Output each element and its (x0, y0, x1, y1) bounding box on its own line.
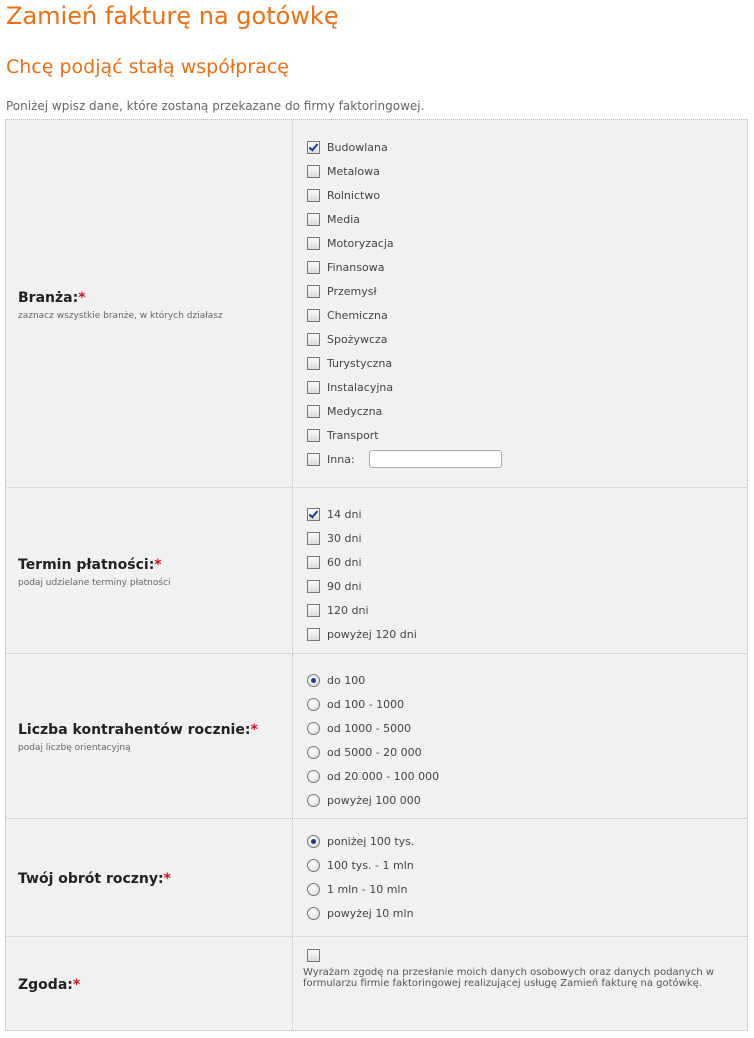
checkbox-60-dni[interactable] (307, 556, 320, 569)
checkbox-14-dni[interactable] (307, 508, 320, 521)
option-120-dni[interactable]: 120 dni (307, 598, 747, 622)
radio-20000-100000[interactable] (307, 770, 320, 783)
radio-powyzej-10-mln[interactable] (307, 907, 320, 920)
option-30-dni[interactable]: 30 dni (307, 526, 747, 550)
option-do-100[interactable]: do 100 (307, 668, 747, 692)
option-przemysl[interactable]: Przemysł (307, 279, 747, 303)
application-form (5, 119, 748, 1031)
checkbox-120-dni[interactable] (307, 604, 320, 617)
option-ponizej-100-tys[interactable]: poniżej 100 tys. (307, 829, 747, 853)
radio-1000-5000[interactable] (307, 722, 320, 735)
checkbox-inna[interactable] (307, 453, 320, 466)
required-mark: * (154, 556, 162, 573)
checkbox-motoryzacja[interactable] (307, 237, 320, 250)
branza-label: Branża:* (18, 289, 86, 306)
label-cell-kontrahenci (6, 654, 293, 818)
field-cell-termin (293, 488, 747, 653)
termin-hint: podaj udzielane terminy płatności (18, 577, 171, 588)
checkbox-powyzej-120-dni[interactable] (307, 628, 320, 641)
page-title: Zamień fakturę na gotówkę (6, 2, 339, 30)
checkbox-metalowa[interactable] (307, 165, 320, 178)
consent-text: Wyrażam zgodę na przesłanie moich danych osobowych oraz danych podanych w formularzu firmie faktoringowej realizującej usługę Zamień fakturę na gotówkę. (303, 967, 715, 989)
option-powyzej-10-mln[interactable]: powyżej 10 mln (307, 901, 747, 925)
zgoda-label: Zgoda:* (18, 977, 81, 993)
option-1000-5000[interactable]: od 1000 - 5000 (307, 716, 747, 740)
branza-hint: zaznacz wszystkie branże, w których działasz (18, 310, 223, 321)
option-chemiczna[interactable]: Chemiczna (307, 303, 747, 327)
label-cell-zgoda (6, 937, 293, 1030)
checkbox-rolnictwo[interactable] (307, 189, 320, 202)
radio-100-1000[interactable] (307, 698, 320, 711)
termin-label: Termin płatności:* (18, 556, 162, 573)
field-cell-branza (293, 120, 747, 487)
radio-powyzej-100000[interactable] (307, 794, 320, 807)
option-finansowa[interactable]: Finansowa (307, 255, 747, 279)
option-100-1000[interactable]: od 100 - 1000 (307, 692, 747, 716)
field-cell-kontrahenci (293, 654, 747, 818)
row-termin (6, 487, 747, 653)
required-mark: * (163, 871, 171, 887)
option-medyczna[interactable]: Medyczna (307, 399, 747, 423)
option-motoryzacja[interactable]: Motoryzacja (307, 231, 747, 255)
obrot-label: Twój obrót roczny:* (18, 871, 171, 887)
required-mark: * (78, 289, 86, 306)
label-cell-branza (6, 120, 293, 487)
radio-ponizej-100-tys[interactable] (307, 835, 320, 848)
option-14-dni[interactable]: 14 dni (307, 502, 747, 526)
row-branza (6, 120, 747, 487)
field-cell-zgoda (293, 937, 747, 1030)
checkbox-transport[interactable] (307, 429, 320, 442)
checkbox-turystyczna[interactable] (307, 357, 320, 370)
checkbox-media[interactable] (307, 213, 320, 226)
page-subtitle: Chcę podjąć stałą współpracę (6, 56, 289, 78)
intro-text: Poniżej wpisz dane, które zostaną przekazane do firmy faktoringowej. (6, 99, 425, 113)
option-instalacyjna[interactable]: Instalacyjna (307, 375, 747, 399)
checkbox-finansowa[interactable] (307, 261, 320, 274)
checkbox-chemiczna[interactable] (307, 309, 320, 322)
option-5000-20000[interactable]: od 5000 - 20 000 (307, 740, 747, 764)
radio-do-100[interactable] (307, 674, 320, 687)
required-mark: * (250, 722, 258, 738)
option-20000-100000[interactable]: od 20 000 - 100 000 (307, 764, 747, 788)
kontrahenci-label: Liczba kontrahentów rocznie:* (18, 722, 258, 738)
option-90-dni[interactable]: 90 dni (307, 574, 747, 598)
option-powyzej-100000[interactable]: powyżej 100 000 (307, 788, 747, 812)
radio-100-tys-1-mln[interactable] (307, 859, 320, 872)
option-1-mln-10-mln[interactable]: 1 mln - 10 mln (307, 877, 747, 901)
other-industry-input[interactable] (369, 450, 502, 468)
checkbox-medyczna[interactable] (307, 405, 320, 418)
kontrahenci-hint: podaj liczbę orientacyjną (18, 743, 131, 753)
required-mark: * (72, 977, 81, 993)
option-media[interactable]: Media (307, 207, 747, 231)
checkbox-instalacyjna[interactable] (307, 381, 320, 394)
option-rolnictwo[interactable]: Rolnictwo (307, 183, 747, 207)
checkbox-budowlana[interactable] (307, 141, 320, 154)
row-kontrahenci (6, 653, 747, 818)
option-inna[interactable]: Inna: (307, 447, 747, 471)
label-cell-termin (6, 488, 293, 653)
option-100-tys-1-mln[interactable]: 100 tys. - 1 mln (307, 853, 747, 877)
option-metalowa[interactable]: Metalowa (307, 159, 747, 183)
option-spozywcza[interactable]: Spożywcza (307, 327, 747, 351)
option-turystyczna[interactable]: Turystyczna (307, 351, 747, 375)
checkbox-spozywcza[interactable] (307, 333, 320, 346)
checkbox-przemysl[interactable] (307, 285, 320, 298)
option-budowlana[interactable]: Budowlana (307, 135, 747, 159)
label-cell-obrot (6, 819, 293, 936)
checkbox-zgoda[interactable] (307, 949, 320, 962)
radio-5000-20000[interactable] (307, 746, 320, 759)
field-cell-obrot (293, 819, 747, 936)
option-60-dni[interactable]: 60 dni (307, 550, 747, 574)
option-transport[interactable]: Transport (307, 423, 747, 447)
row-obrot (6, 818, 747, 936)
checkbox-90-dni[interactable] (307, 580, 320, 593)
radio-1-mln-10-mln[interactable] (307, 883, 320, 896)
row-zgoda (6, 936, 747, 1030)
checkbox-30-dni[interactable] (307, 532, 320, 545)
option-powyzej-120-dni[interactable]: powyżej 120 dni (307, 622, 747, 646)
